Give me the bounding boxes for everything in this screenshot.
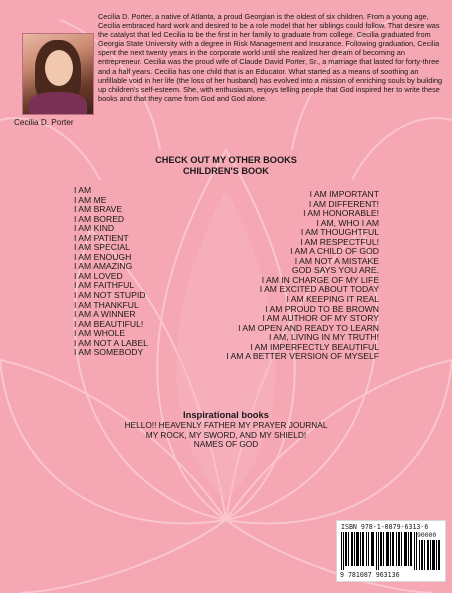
list-item: I AM THANKFUL	[74, 299, 139, 310]
inspirational-books-list	[0, 421, 452, 450]
list-item: I AM, LIVING IN MY TRUTH!	[269, 332, 379, 343]
list-item: I AM IMPERFECTLY BEAUTIFUL	[250, 341, 379, 352]
list-item: I AM ME	[74, 194, 107, 205]
list-item: I AM DIFFERENT!	[308, 198, 379, 209]
list-item: I AM AMAZING	[74, 261, 133, 272]
list-item: I AM NOT A LABEL	[74, 337, 148, 348]
list-item: I AM BEAUTIFUL!	[74, 318, 144, 329]
list-item: NAMES OF GOD	[193, 439, 259, 450]
list-item: I AM NOT STUPID	[74, 290, 146, 301]
price-code: 90000	[417, 531, 437, 539]
list-item: I AM EXCITED ABOUT TODAY	[259, 284, 379, 295]
list-item: HELLO!! HEAVENLY FATHER MY PRAYER JOURNAL	[124, 420, 328, 430]
list-item: I AM	[74, 185, 92, 195]
list-item: I AM IN CHARGE OF MY LIFE	[261, 274, 379, 285]
list-item: I AM SPECIAL	[74, 242, 130, 253]
list-item: I AM AUTHOR OF MY STORY	[262, 313, 379, 324]
list-item: I AM A BETTER VERSION OF MYSELF	[226, 351, 379, 362]
list-item: I AM NOT A MISTAKE	[294, 255, 379, 266]
list-item: I AM FAITHFUL	[74, 280, 135, 291]
list-item: I AM KIND	[74, 223, 115, 234]
list-item: I AM BORED	[74, 213, 125, 224]
list-item: I AM, WHO I AM	[316, 217, 379, 228]
list-item: I AM THOUGHTFUL	[300, 227, 379, 238]
isbn-label: ISBN 978-1-0879-6313-6	[341, 523, 429, 531]
author-photo	[22, 33, 94, 115]
isbn-barcode	[336, 520, 446, 582]
books-heading: CHECK OUT MY OTHER BOOKS	[155, 155, 297, 165]
price-barcode-bars	[419, 540, 441, 570]
author-bio: Cecilia D. Porter, a native of Atlanta, a proud Georgian is the oldest of six children. From a young age, Cecilia embraced hard work and desired to be a role model that her siblings could follow. That desire was the catalyst that led Cecilia to be the first in her family to graduate from college. Cecilia graduated from Georgia State University with a degree in Risk Management and Insurance. Following graduation, Cecilia spent the next twenty years in the corporate world until she realized her dream of becoming an entrepreneur. Cecilia was the proud wife of Claude David Porter, Sr., a marriage that lasted for forty-three and a half years. Cecilia has one child that is an Educator. What started as a means of soothing an unfillable void in her life (the loss of her husband) has evolved into a mission of enriching souls by building up children's self-esteem. She, with enthusiasm, enjoys telling people that God inspired her to write these books and that they came from God and God alone.	[98, 12, 443, 103]
childrens-books-subheading: CHILDREN'S BOOK	[183, 166, 269, 176]
list-item: I AM OPEN AND READY TO LEARN	[238, 322, 379, 333]
list-item: I AM A CHILD OF GOD	[290, 246, 379, 257]
list-item: I AM LOVED	[74, 270, 123, 281]
list-item: I AM ENOUGH	[74, 251, 132, 262]
barcode-number: 9 781087 963136	[340, 571, 400, 579]
childrens-books-list-left	[74, 186, 148, 358]
list-item: I AM IMPORTANT	[309, 189, 379, 199]
list-item: I AM PROUD TO BE BROWN	[265, 303, 379, 314]
childrens-books-list-right	[224, 190, 379, 362]
list-item: I AM RESPECTFUL!	[300, 236, 379, 247]
list-item: I AM BRAVE	[74, 204, 123, 215]
list-item: I AM A WINNER	[74, 309, 136, 320]
barcode-bars	[341, 532, 417, 570]
list-item: MY ROCK, MY SWORD, AND MY SHIELD!	[145, 429, 307, 440]
list-item: I AM HONORABLE!	[303, 208, 379, 219]
inspirational-books-heading: Inspirational books	[183, 409, 269, 420]
list-item: I AM KEEPING IT REAL	[286, 294, 379, 305]
list-item: I AM PATIENT	[74, 232, 129, 243]
author-photo-caption: Cecilia D. Porter	[14, 118, 74, 127]
list-item: I AM WHOLE	[74, 328, 126, 339]
list-item: GOD SAYS YOU ARE.	[291, 265, 379, 276]
list-item: I AM SOMEBODY	[74, 347, 144, 358]
